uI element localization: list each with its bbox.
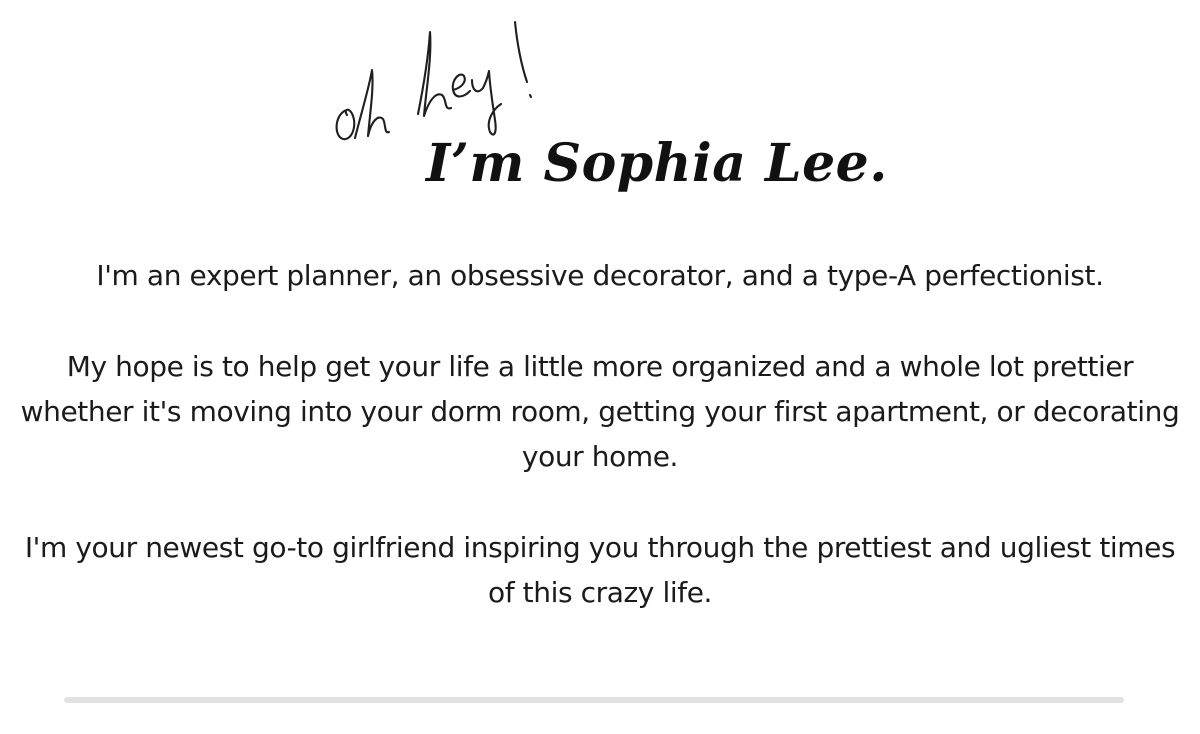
bio-line: your home. <box>521 440 679 473</box>
bio-line: whether it's moving into your dorm room, getting your first apartment, or decorating <box>20 395 1180 428</box>
bio-paragraph-1 <box>0 253 1200 298</box>
bio-line: I'm your newest go-to girlfriend inspiring you through the prettiest and ugliest times <box>24 531 1176 564</box>
name-heading: I’m Sophia Lee. <box>426 133 888 194</box>
bio-line: I'm an expert planner, an obsessive decorator, and a type-A perfectionist. <box>96 259 1104 292</box>
section-divider <box>64 697 1124 703</box>
intro-header <box>0 0 1200 210</box>
bio-paragraph-3 <box>0 525 1200 615</box>
bio-line: of this crazy life. <box>487 576 713 609</box>
bio-paragraph-2 <box>0 344 1200 479</box>
bio-line: My hope is to help get your life a little more organized and a whole lot prettier <box>66 350 1134 383</box>
